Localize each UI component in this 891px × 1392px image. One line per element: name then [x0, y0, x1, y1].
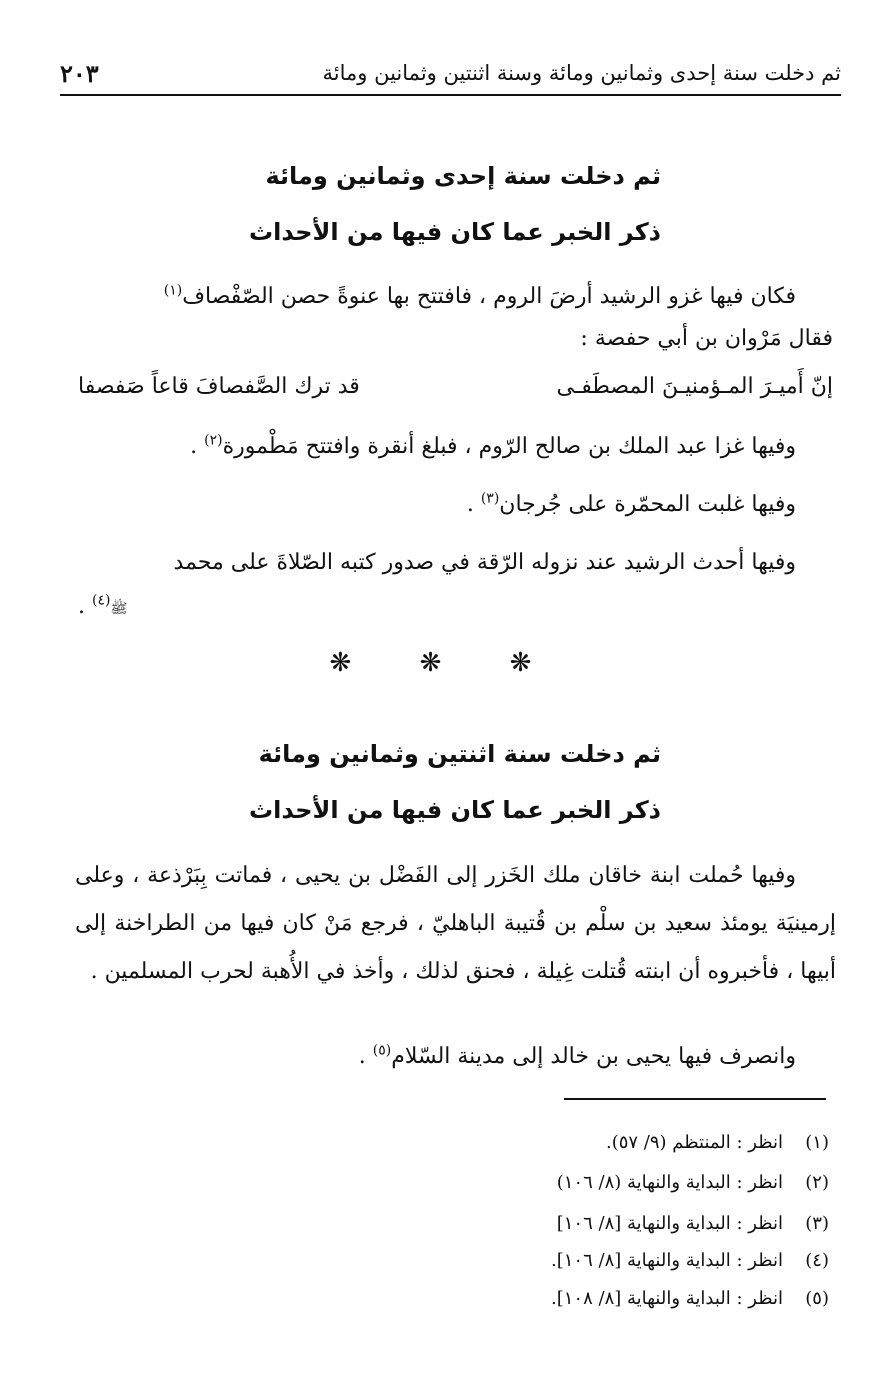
running-title: ثم دخلت سنة إحدى وثمانين ومائة وسنة اثنتين وثمانين ومائة: [322, 61, 841, 85]
footnote-divider: [564, 1098, 826, 1100]
verse-first-hemistich: إنّ أَميـرَ المـؤمنيـنَ المصطَفـى: [556, 374, 833, 399]
footnote-number: (٥): [805, 1288, 829, 1309]
section2-para2: وانصرف فيها يحيى بن خالد إلى مدينة السّلام$^{(٥)}$ .: [358, 1042, 796, 1069]
section1-para2: وفيها غزا عبد الملك بن صالح الرّوم ، فبلغ أنقرة وافتتح مَطْمورة$^{(٢)}$ .: [190, 432, 796, 459]
section2-para1: وفيها حُملت ابنة خاقان ملك الخَزر إلى الفَضْل بن يحيى ، فماتت بِبَرْذعة ، وعلى إرمينيَة يومئذ سعيد بن سلْم بن قُتيبة الباهليّ ، فرجع مَنْ كان فيها من الطراخنة إلى أبيها ، فأخبروه أن ابنته قُتلت غِيلة ، فحنق لذلك ، وأخذ في الأُهبة لحرب المسلمين .: [75, 863, 836, 984]
salla-glyph: ﷺ: [110, 601, 128, 617]
footnote-ref-1[interactable]: (١): [163, 282, 183, 299]
footnote-2: [557, 1172, 829, 1193]
footnote-4: [551, 1250, 829, 1271]
footnote-1: [606, 1132, 829, 1153]
footnote-5: [551, 1288, 829, 1309]
section1-para1-line2: فقال مَرْوان بن أبي حفصة :: [580, 326, 833, 351]
footnote-text: انظر : البداية والنهاية [٨/ ١٠٦].: [551, 1250, 783, 1271]
footnote-text: انظر : المنتظم (٩/ ٥٧).: [605, 1132, 783, 1153]
footnote-number: (٢): [805, 1172, 829, 1193]
section1-para4-line1: وفيها أحدث الرشيد عند نزوله الرّقة في صدور كتبه الصّلاةَ على محمد: [173, 550, 796, 575]
section2-subtitle: ذكر الخبر عما كان فيها من الأحداث: [249, 796, 661, 824]
page-number: ٢٠٣: [60, 58, 99, 88]
footnote-text: انظر : البداية والنهاية [٨/ ١٠٦]: [556, 1213, 783, 1234]
section2-title: ثم دخلت سنة اثنتين وثمانين ومائة: [258, 740, 661, 768]
section1-para4-line2: ﷺ$^{(٤)}$ .: [78, 592, 128, 619]
section-separator: ❋ ❋ ❋: [329, 648, 562, 678]
footnote-text: انظر : البداية والنهاية [٨/ ١٠٨].: [551, 1288, 783, 1309]
footnote-ref-5[interactable]: (٥): [372, 1042, 392, 1059]
section1-subtitle: ذكر الخبر عما كان فيها من الأحداث: [249, 218, 661, 246]
footnote-3: [557, 1213, 829, 1234]
footnote-number: (١): [805, 1132, 829, 1153]
page-header: [60, 52, 841, 96]
footnote-ref-3[interactable]: (٣): [480, 490, 500, 507]
section1-para1-line1: فكان فيها غزو الرشيد أرضَ الروم ، فافتتح بها عنوةً حصن الصّفْصاف$^{(١)}$: [163, 282, 796, 309]
verse-second-hemistich: قد ترك الصَّفصافَ قاعاً صَفصفا: [78, 374, 360, 399]
footnote-ref-4[interactable]: (٤): [92, 592, 111, 609]
section1-title: ثم دخلت سنة إحدى وثمانين ومائة: [265, 162, 661, 190]
footnote-number: (٣): [805, 1213, 829, 1234]
footnote-ref-2[interactable]: (٢): [204, 432, 223, 449]
footnote-number: (٤): [805, 1250, 829, 1271]
section1-para3: وفيها غلبت المحمّرة على جُرجان$^{(٣)}$ .: [466, 490, 796, 517]
footnote-text: انظر : البداية والنهاية (٨/ ١٠٦): [556, 1172, 783, 1193]
